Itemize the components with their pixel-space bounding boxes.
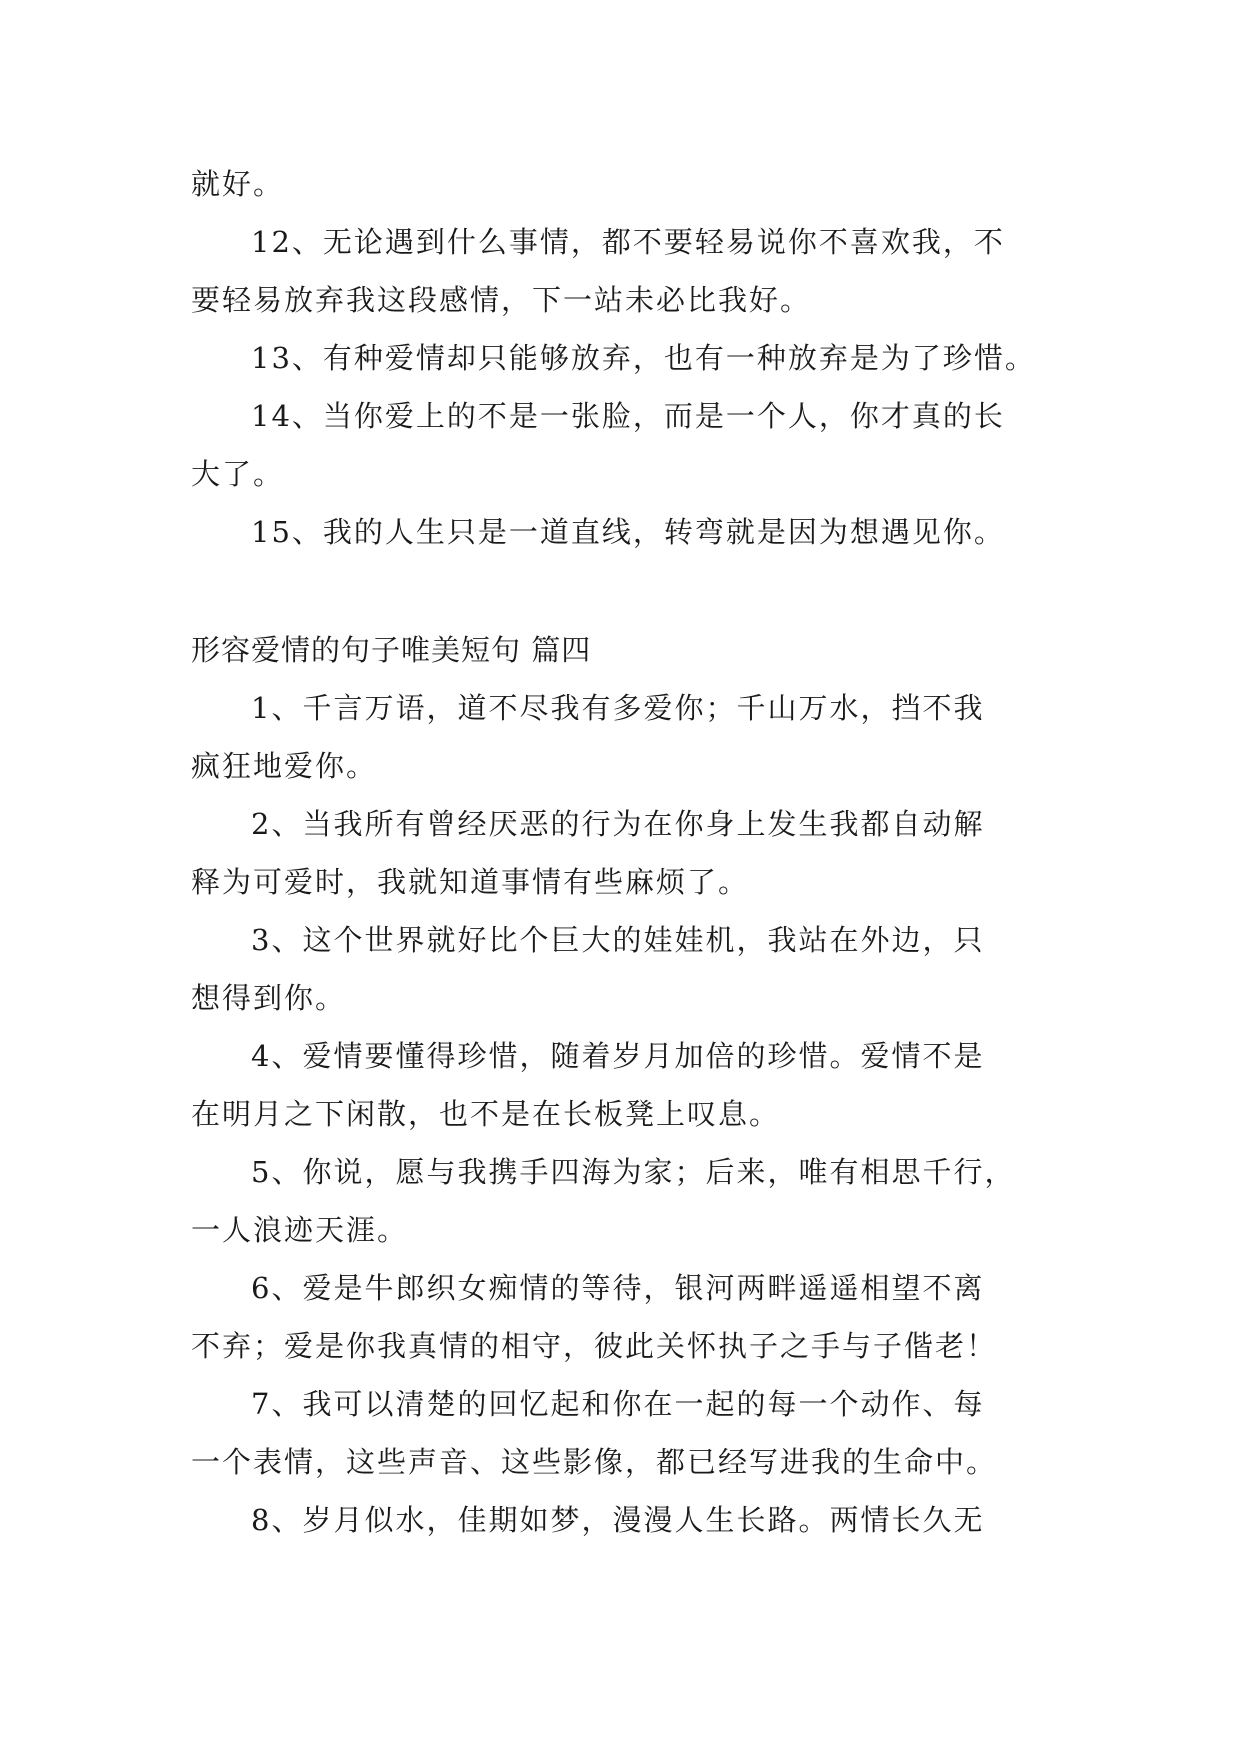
paragraph-line: 5、你说，愿与我携手四海为家；后来，唯有相思千行，: [251, 1155, 1016, 1189]
paragraph-line: 4、爱情要懂得珍惜，随着岁月加倍的珍惜。爱情不是: [251, 1039, 985, 1073]
paragraph-line: 想得到你。: [191, 981, 347, 1015]
paragraph-line: 2、当我所有曾经厌恶的行为在你身上发生我都自动解: [251, 807, 985, 841]
paragraph-line: 15、我的人生只是一道直线，转弯就是因为想遇见你。: [251, 515, 1005, 549]
paragraph-line: 8、岁月似水，佳期如梦，漫漫人生长路。两情长久无: [251, 1503, 985, 1537]
paragraph-line: 大了。: [191, 457, 285, 491]
paragraph-line: 3、这个世界就好比个巨大的娃娃机，我站在外边，只: [251, 923, 985, 957]
paragraph-line: 1、千言万语，道不尽我有多爱你；千山万水，挡不我: [251, 691, 985, 725]
paragraph-line: 13、有种爱情却只能够放弃，也有一种放弃是为了珍惜。: [251, 341, 1036, 375]
paragraph-line: 7、我可以清楚的回忆起和你在一起的每一个动作、每: [251, 1387, 985, 1421]
paragraph-line: 不弃；爱是你我真情的相守，彼此关怀执子之手与子偕老！: [191, 1329, 998, 1363]
paragraph-line: 6、爱是牛郎织女痴情的等待，银河两畔遥遥相望不离: [251, 1271, 985, 1305]
paragraph-line: 一个表情，这些声音、这些影像，都已经写进我的生命中。: [191, 1445, 998, 1479]
paragraph-line: 释为可爱时，我就知道事情有些麻烦了。: [191, 865, 750, 899]
paragraph-line: 14、当你爱上的不是一张脸，而是一个人，你才真的长: [251, 399, 1005, 433]
paragraph-line: 12、无论遇到什么事情，都不要轻易说你不喜欢我，不: [251, 225, 1005, 259]
paragraph-line: 要轻易放弃我这段感情，下一站未必比我好。: [191, 283, 812, 317]
paragraph-line: 在明月之下闲散，也不是在长板凳上叹息。: [191, 1097, 781, 1131]
paragraph-line: 疯狂地爱你。: [191, 749, 378, 783]
paragraph-line: 就好。: [191, 167, 285, 201]
paragraph-line: 一人浪迹天涯。: [191, 1213, 409, 1247]
document-body: [191, 155, 1071, 1549]
section-title: 形容爱情的句子唯美短句 篇四: [191, 633, 592, 667]
